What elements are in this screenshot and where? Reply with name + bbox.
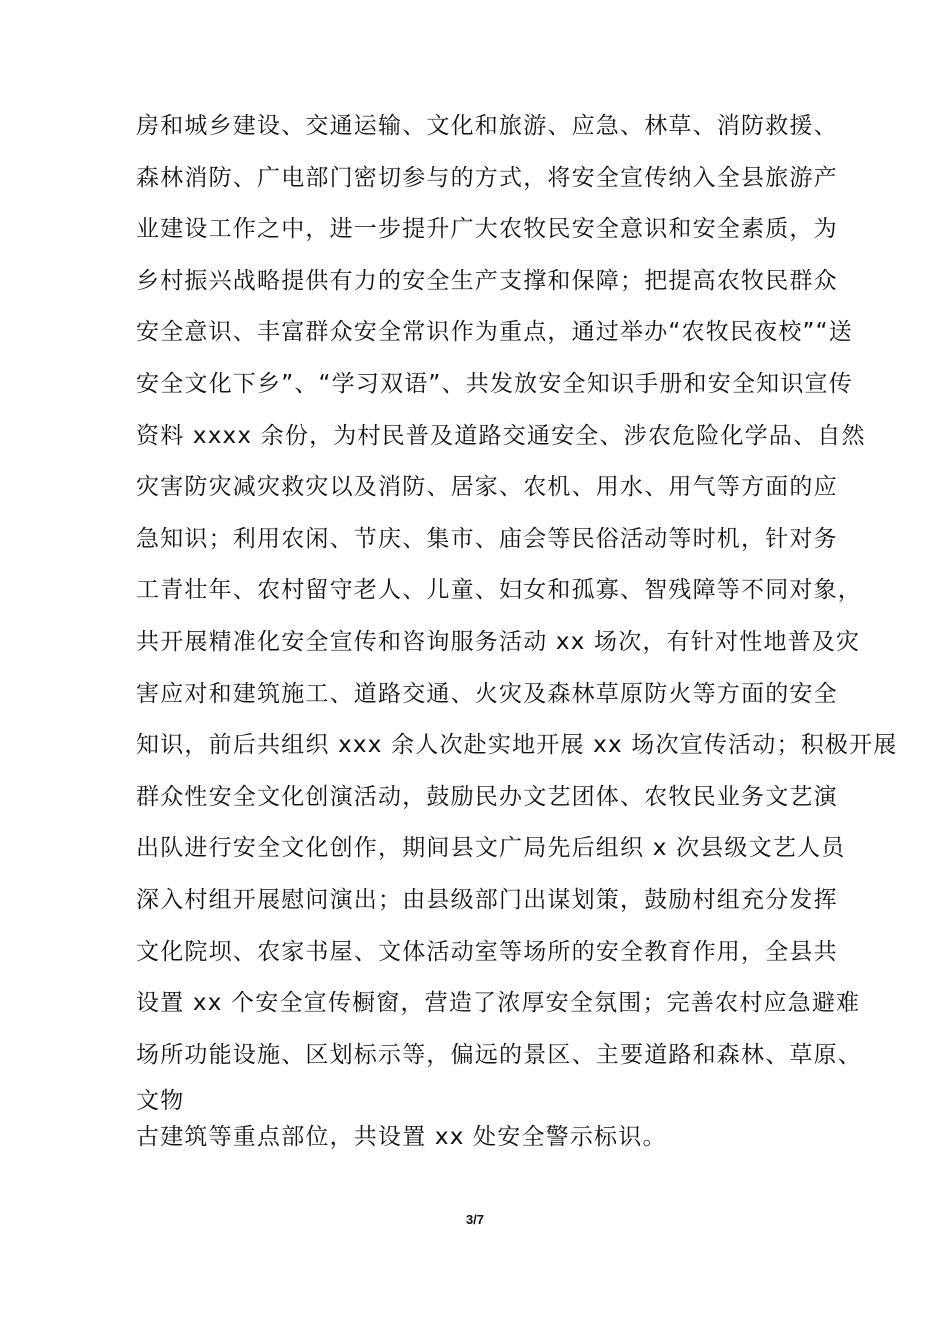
text-line-21: 古建筑等重点部位，共设置 xx 处安全警示标识。: [136, 1124, 667, 1151]
text-line-9: 急知识；利用农闲、节庆、集市、庙会等民俗活动等时机，针对务: [136, 525, 838, 552]
text-line-6: 安全文化下乡”、“学习双语”、共发放安全知识手册和安全知识宣传: [136, 370, 853, 397]
text-line-18: 设置 xx 个安全宣传橱窗，营造了浓厚安全氛围；完善农村应急避难: [136, 990, 861, 1017]
text-line-10: 工青壮年、农村留守老人、儿童、妇女和孤寡、智残障等不同对象，: [136, 577, 862, 604]
text-line-19: 场所功能设施、区划标示等，偏远的景区、主要道路和森林、草原、: [136, 1041, 862, 1068]
text-line-15: 出队进行安全文化创作，期间县文广局先后组织 x 次县级文艺人员: [136, 835, 846, 862]
text-line-13: 知识，前后共组织 xxx 余人次赴实地开展 xx 场次宣传活动；积极开展: [136, 732, 898, 759]
text-line-5: 安全意识、丰富群众安全常识作为重点，通过举办“农牧民夜校”“送: [136, 319, 853, 346]
page-number: 3/7: [465, 1212, 485, 1227]
text-line-11: 共开展精准化安全宣传和咨询服务活动 xx 场次，有针对性地普及灾: [136, 628, 861, 655]
text-line-1: 房和城乡建设、交通运输、文化和旅游、应急、林草、消防救援、: [136, 113, 838, 139]
text-line-8: 灾害防灾减灾救灾以及消防、居家、农机、用水、用气等方面的应: [136, 474, 838, 501]
text-line-16: 深入村组开展慰问演出；由县级部门出谋划策，鼓励村组充分发挥: [136, 886, 838, 913]
text-line-2: 森林消防、广电部门密切参与的方式，将安全宣传纳入全县旅游产: [136, 164, 838, 191]
text-line-12: 害应对和建筑施工、道路交通、火灾及森林草原防火等方面的安全: [136, 680, 838, 707]
body-paragraph: [136, 101, 898, 1153]
text-line-4: 乡村振兴战略提供有力的安全生产支撑和保障；把提高农牧民群众: [136, 267, 838, 294]
text-line-17: 文化院坝、农家书屋、文体活动室等场所的安全教育作用，全县共: [136, 938, 838, 965]
text-line-3: 业建设工作之中，进一步提升广大农牧民安全意识和安全素质，为: [136, 216, 838, 243]
text-line-14: 群众性安全文化创演活动，鼓励民办文艺团体、农牧民业务文艺演: [136, 783, 838, 810]
text-line-20: 文物: [136, 1088, 185, 1115]
text-line-7: 资料 xxxx 余份，为村民普及道路交通安全、涉农危险化学品、自然: [136, 422, 866, 449]
